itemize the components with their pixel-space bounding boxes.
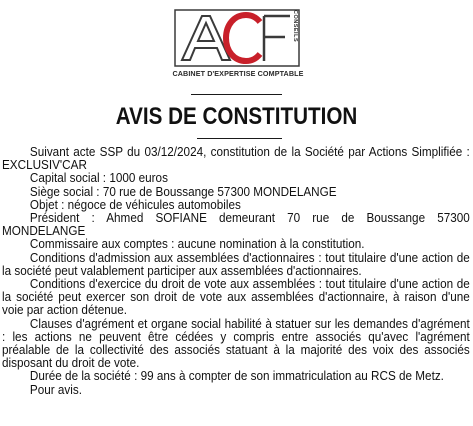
bottom-divider bbox=[197, 138, 282, 139]
top-divider bbox=[191, 94, 282, 95]
paragraph-admission: Conditions d'admission aux assemblées d'actionnaires : tout titulaire d'une action de la société peut valablement participer aux assemblées d'actionnaires. bbox=[2, 250, 470, 278]
paragraph-object: Objet : négoce de véhicules automobiles bbox=[29, 197, 241, 212]
company-logo bbox=[172, 8, 304, 85]
acf-logo-mark bbox=[172, 8, 304, 68]
paragraph-voting: Conditions d'exercice du droit de vote aux assemblées : tout titulaire d'une action de la société peut exercer son droit de vote aux assemblées d'actionnaire, à raison d'une voie par action détenue. bbox=[2, 277, 470, 318]
paragraph-approval: Clauses d'agrément et organe social habilité à statuer sur les demandes d'agrément : les actions ne peuvent être cédées y compris entre associés qu'avec l'agrément préalable de la collectivité des associés statuant à la majorité des voix des associés disposant du droit de vote. bbox=[2, 316, 470, 371]
paragraph-seat: Siège social : 70 rue de Boussange 57300 MONDELANGE bbox=[29, 184, 337, 199]
paragraph-act: Suivant acte SSP du 03/12/2024, constitution de la Société par Actions Simplifiée : EXCLUSIV'CAR bbox=[2, 145, 470, 173]
paragraph-president: Président : Ahmed SOFIANE demeurant 70 rue de Boussange 57300 MONDELANGE bbox=[2, 211, 470, 239]
logo-side-text: CONSEILS bbox=[292, 10, 298, 43]
paragraph-auditor: Commissaire aux comptes : aucune nomination à la constitution. bbox=[29, 237, 365, 252]
paragraph-duration: Durée de la société : 99 ans à compter de son immatriculation au RCS de Metz. bbox=[29, 369, 444, 384]
paragraph-closing: Pour avis. bbox=[29, 382, 82, 397]
notice-body bbox=[2, 146, 470, 397]
logo-caption: CABINET D'EXPERTISE COMPTABLE bbox=[172, 69, 304, 78]
page-title: AVIS DE CONSTITUTION bbox=[115, 103, 358, 130]
paragraph-capital: Capital social : 1000 euros bbox=[29, 171, 168, 186]
